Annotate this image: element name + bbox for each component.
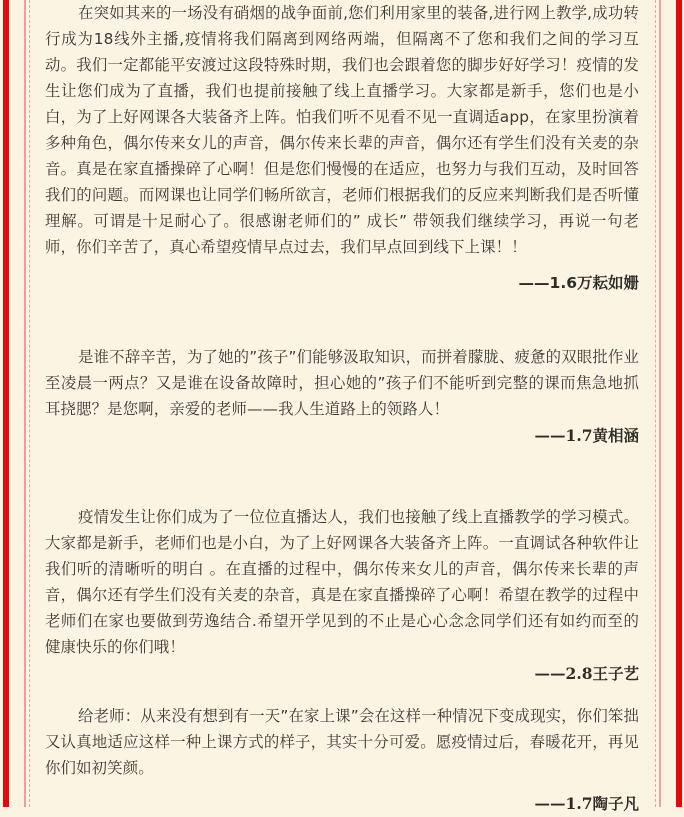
letter-body: 是谁不辞辛苦，为了她的”孩子”们能够汲取知识，而拼着朦胧、疲惫的双眼批作业至凌晨一两点？又是谁在设备故障时，担心她的”孩子们不能听到完整的课而焦急地抓耳挠腮？是您啊，亲爱的老师——我人生道路上的领路人！	[45, 348, 639, 418]
letter-entry-4	[45, 703, 639, 817]
right-dashed-border	[655, 0, 656, 807]
letter-entry-1	[45, 0, 639, 296]
right-red-border	[676, 0, 682, 807]
letter-author: ——2.8王子艺	[534, 664, 639, 683]
right-pink-border	[659, 0, 661, 807]
letter-entry-2	[45, 344, 639, 449]
letter-author: ——1.7黄相涵	[534, 426, 639, 445]
left-red-border	[3, 0, 9, 807]
letter-author: ——1.7陶子凡	[534, 794, 639, 813]
letter-body: 给老师：从来没有想到有一天”在家上课”会在这样一种情况下变成现实，你们笨拙又认真地适应这样一种上课方式的样子，其实十分可爱。愿疫情过后，春暖花开，再见你们如初笑颜。	[45, 707, 639, 777]
letter-body: 在突如其来的一场没有硝烟的战争面前,您们利用家里的装备,进行网上教学,成功转行成为18线外主播,疫情将我们隔离到网络两端，但隔离不了您和我们之间的学习互动。我们一定都能平安渡过这段特殊时期，我们也会跟着您的脚步好好学习！疫情的发生让您们成为了直播，我们也提前接触了线上直播学习。大家都是新手，您们也是小白，为了上好网课各大装备齐上阵。怕我们听不见看不见一直调适app，在家里扮演着多种角色，偶尔传来女儿的声音，偶尔传来长辈的声音，偶尔还有学生们没有关麦的杂音。真是在家直播操碎了心啊！但是您们慢慢的在适应，也努力与我们互动，及时回答我们的问题。而网课也让同学们畅所欲言，老师们根据我们的反应来判断我们是否听懂理解。可谓是十足耐心了。很感谢老师们的” 成长” 带领我们继续学习，再说一句老师，你们辛苦了，真心希望疫情早点过去，我们早点回到线下上课！！	[45, 4, 639, 256]
left-pink-border	[24, 0, 26, 807]
left-dashed-border	[29, 0, 30, 807]
letter-author: ——1.6万耘如姗	[518, 274, 639, 292]
letter-entry-3	[45, 504, 639, 687]
letter-body: 疫情发生让你们成为了一位位直播达人，我们也接触了线上直播教学的学习模式。大家都是新手，老师们也是小白，为了上好网课各大装备齐上阵。一直调试各种软件让我们听的清晰听的明白 。在直播的过程中，偶尔传来女儿的声音，偶尔传来长辈的声音，偶尔还有学生们没有关麦的杂音，真是在家直播操碎了心啊！希望在教学的过程中老师们在家也要做到劳逸结合.希望开学见到的不止是心心念念同学们还有如约而至的健康快乐的你们哦！	[45, 508, 639, 656]
